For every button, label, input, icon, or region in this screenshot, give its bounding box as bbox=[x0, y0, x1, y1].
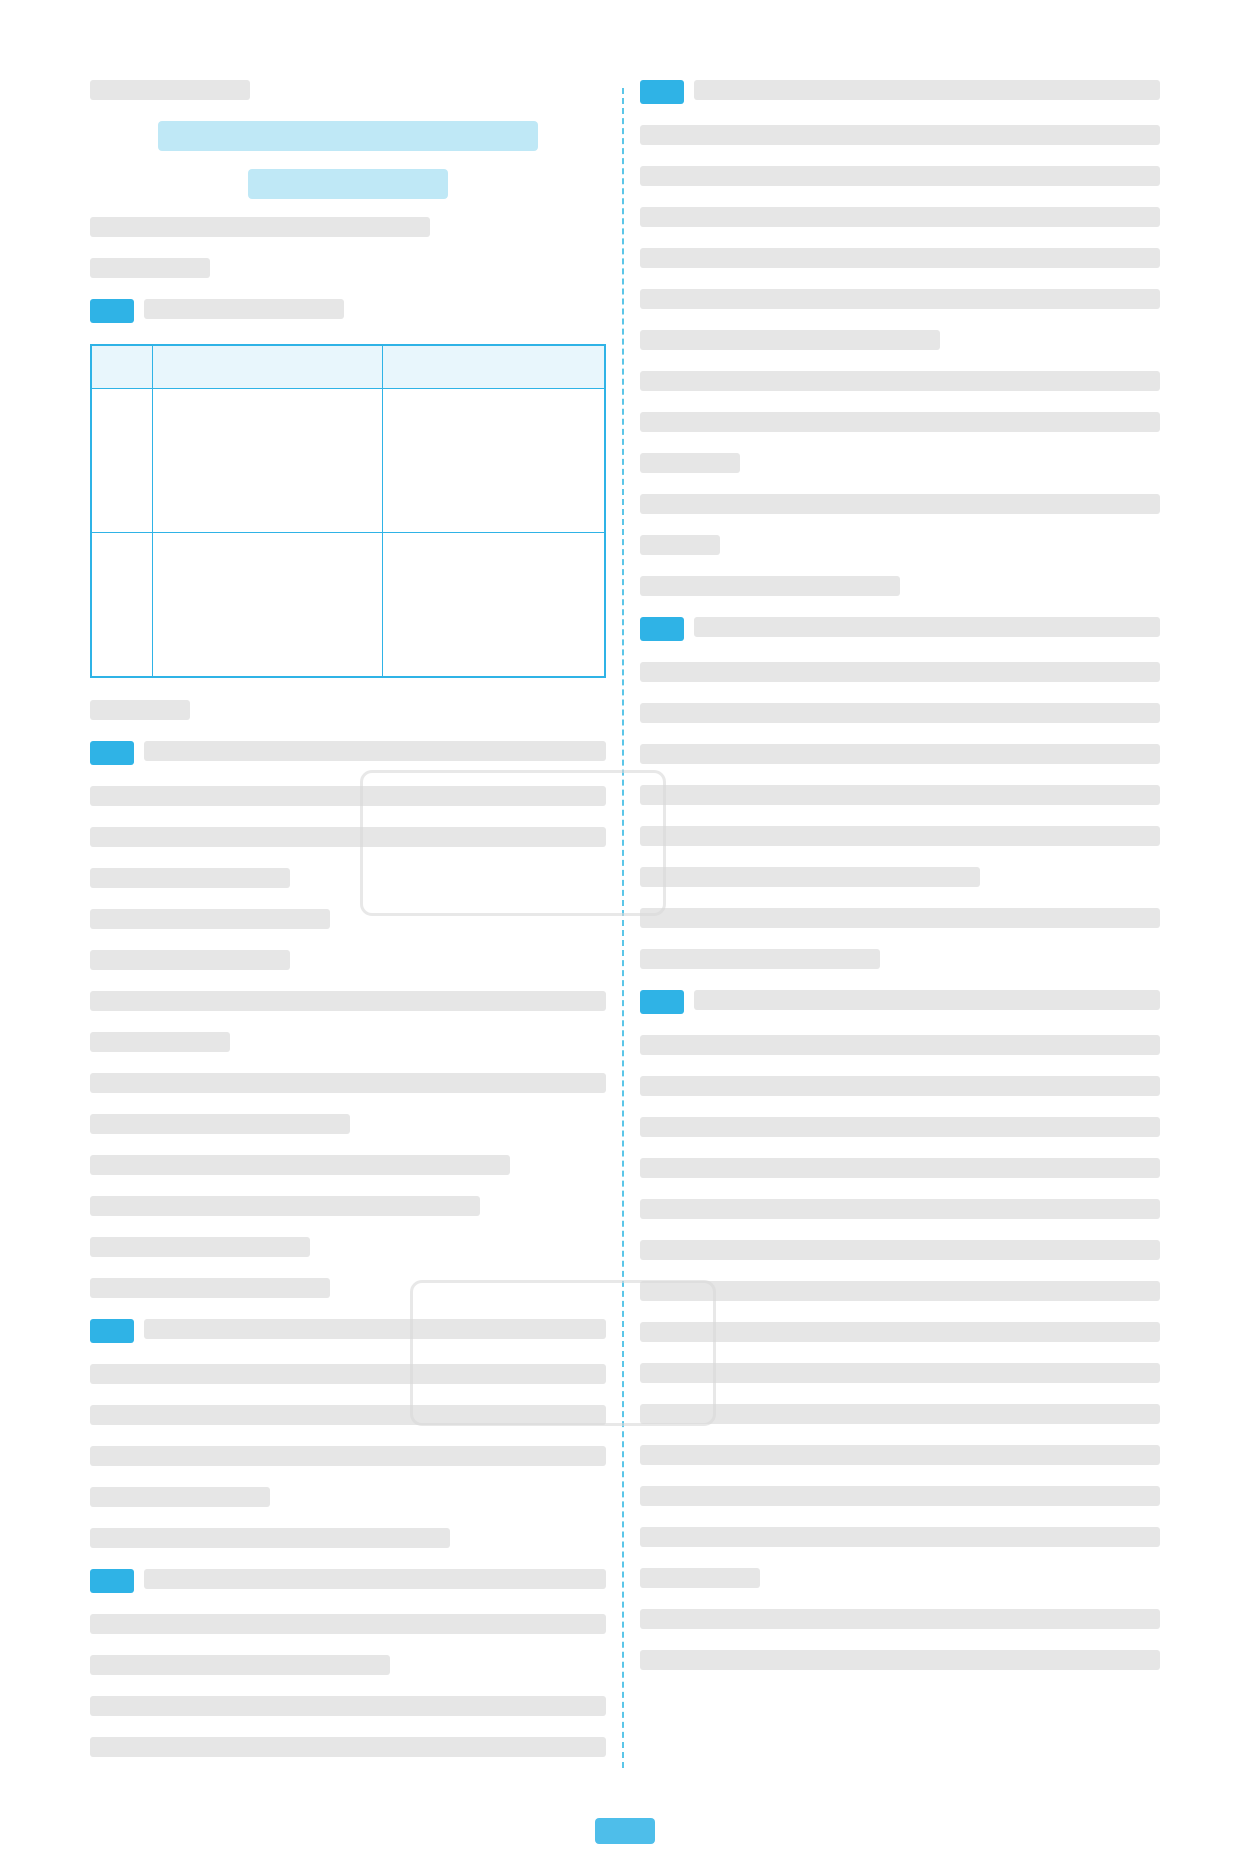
text-line-placeholder bbox=[90, 868, 290, 888]
section-heading-placeholder bbox=[248, 169, 448, 199]
text-line-placeholder bbox=[640, 1240, 1160, 1260]
answer-line-placeholder bbox=[640, 949, 880, 969]
answer-line-placeholder bbox=[90, 700, 190, 720]
text-line-placeholder bbox=[640, 1199, 1160, 1219]
page-number-placeholder bbox=[595, 1818, 655, 1844]
analysis-row-placeholder bbox=[640, 990, 1160, 1014]
text-line-placeholder bbox=[640, 1281, 1160, 1301]
analysis-row-placeholder bbox=[90, 1569, 606, 1593]
answer-line-placeholder bbox=[640, 453, 740, 473]
answer-line-placeholder bbox=[640, 412, 1160, 432]
table-column-separator bbox=[382, 346, 383, 676]
analysis-row-placeholder bbox=[90, 741, 606, 765]
answer-line-placeholder bbox=[640, 494, 1160, 514]
text-line-placeholder bbox=[90, 1614, 606, 1634]
text-line-placeholder bbox=[640, 1609, 1160, 1629]
answer-line-placeholder bbox=[640, 908, 1160, 928]
text-line-placeholder bbox=[694, 990, 1160, 1010]
text-line-placeholder bbox=[90, 1655, 390, 1675]
text-line-placeholder bbox=[90, 909, 330, 929]
analysis-row-placeholder bbox=[90, 299, 606, 323]
text-line-placeholder bbox=[640, 785, 1160, 805]
text-line-placeholder bbox=[144, 1569, 606, 1589]
analysis-row-placeholder bbox=[640, 617, 1160, 641]
answer-line-placeholder bbox=[90, 1196, 480, 1216]
analysis-tag-icon bbox=[640, 990, 684, 1014]
table-row-separator bbox=[92, 532, 604, 533]
text-line-placeholder bbox=[640, 330, 940, 350]
text-line-placeholder bbox=[640, 1158, 1160, 1178]
analysis-tag-icon bbox=[640, 80, 684, 104]
text-line-placeholder bbox=[90, 991, 606, 1011]
text-line-placeholder bbox=[90, 1114, 350, 1134]
answer-line-placeholder bbox=[90, 217, 430, 237]
text-line-placeholder bbox=[90, 1032, 230, 1052]
text-line-placeholder bbox=[640, 125, 1160, 145]
section-heading-placeholder bbox=[640, 1568, 760, 1588]
text-line-placeholder bbox=[640, 1486, 1160, 1506]
text-line-placeholder bbox=[640, 1650, 1160, 1670]
answer-line-placeholder bbox=[90, 1528, 450, 1548]
text-line-placeholder bbox=[640, 1076, 1160, 1096]
text-line-placeholder bbox=[90, 1073, 606, 1093]
text-line-placeholder bbox=[640, 1117, 1160, 1137]
analysis-row-placeholder bbox=[640, 80, 1160, 104]
watermark-logo bbox=[360, 770, 666, 916]
analysis-tag-icon bbox=[90, 299, 134, 323]
analysis-tag-icon bbox=[90, 1319, 134, 1343]
text-line-placeholder bbox=[144, 741, 606, 761]
answer-line-placeholder bbox=[640, 576, 900, 596]
section-heading-placeholder bbox=[158, 121, 538, 151]
column-divider bbox=[622, 88, 624, 1768]
text-line-placeholder bbox=[640, 289, 1160, 309]
answer-line-placeholder bbox=[90, 1737, 606, 1757]
answer-line-placeholder bbox=[90, 1237, 310, 1257]
watermark-logo bbox=[410, 1280, 716, 1426]
text-line-placeholder bbox=[144, 299, 344, 319]
table-header-placeholder bbox=[92, 346, 604, 389]
text-line-placeholder bbox=[90, 1487, 270, 1507]
text-line-placeholder bbox=[694, 617, 1160, 637]
table-column-separator bbox=[152, 346, 153, 676]
answer-line-placeholder bbox=[90, 1696, 606, 1716]
text-line-placeholder bbox=[90, 950, 290, 970]
text-line-placeholder bbox=[90, 80, 250, 100]
text-line-placeholder bbox=[640, 207, 1160, 227]
analysis-tag-icon bbox=[90, 741, 134, 765]
text-line-placeholder bbox=[640, 166, 1160, 186]
text-line-placeholder bbox=[640, 867, 980, 887]
answer-line-placeholder bbox=[640, 535, 720, 555]
answer-line-placeholder bbox=[90, 1155, 510, 1175]
text-line-placeholder bbox=[90, 1446, 606, 1466]
text-line-placeholder bbox=[640, 1404, 1160, 1424]
answer-line-placeholder bbox=[640, 371, 1160, 391]
text-line-placeholder bbox=[640, 1322, 1160, 1342]
text-line-placeholder bbox=[640, 703, 1160, 723]
text-line-placeholder bbox=[640, 1527, 1160, 1547]
text-line-placeholder bbox=[640, 1363, 1160, 1383]
answer-line-placeholder bbox=[90, 258, 210, 278]
text-line-placeholder bbox=[640, 826, 1160, 846]
text-line-placeholder bbox=[640, 1445, 1160, 1465]
synonym-table-placeholder bbox=[90, 344, 606, 678]
answer-line-placeholder bbox=[90, 1278, 330, 1298]
left-column bbox=[90, 80, 606, 1778]
text-line-placeholder bbox=[640, 662, 1160, 682]
text-line-placeholder bbox=[640, 248, 1160, 268]
text-line-placeholder bbox=[640, 1035, 1160, 1055]
text-line-placeholder bbox=[694, 80, 1160, 100]
right-column bbox=[640, 80, 1160, 1691]
analysis-tag-icon bbox=[90, 1569, 134, 1593]
text-line-placeholder bbox=[640, 744, 1160, 764]
analysis-tag-icon bbox=[640, 617, 684, 641]
